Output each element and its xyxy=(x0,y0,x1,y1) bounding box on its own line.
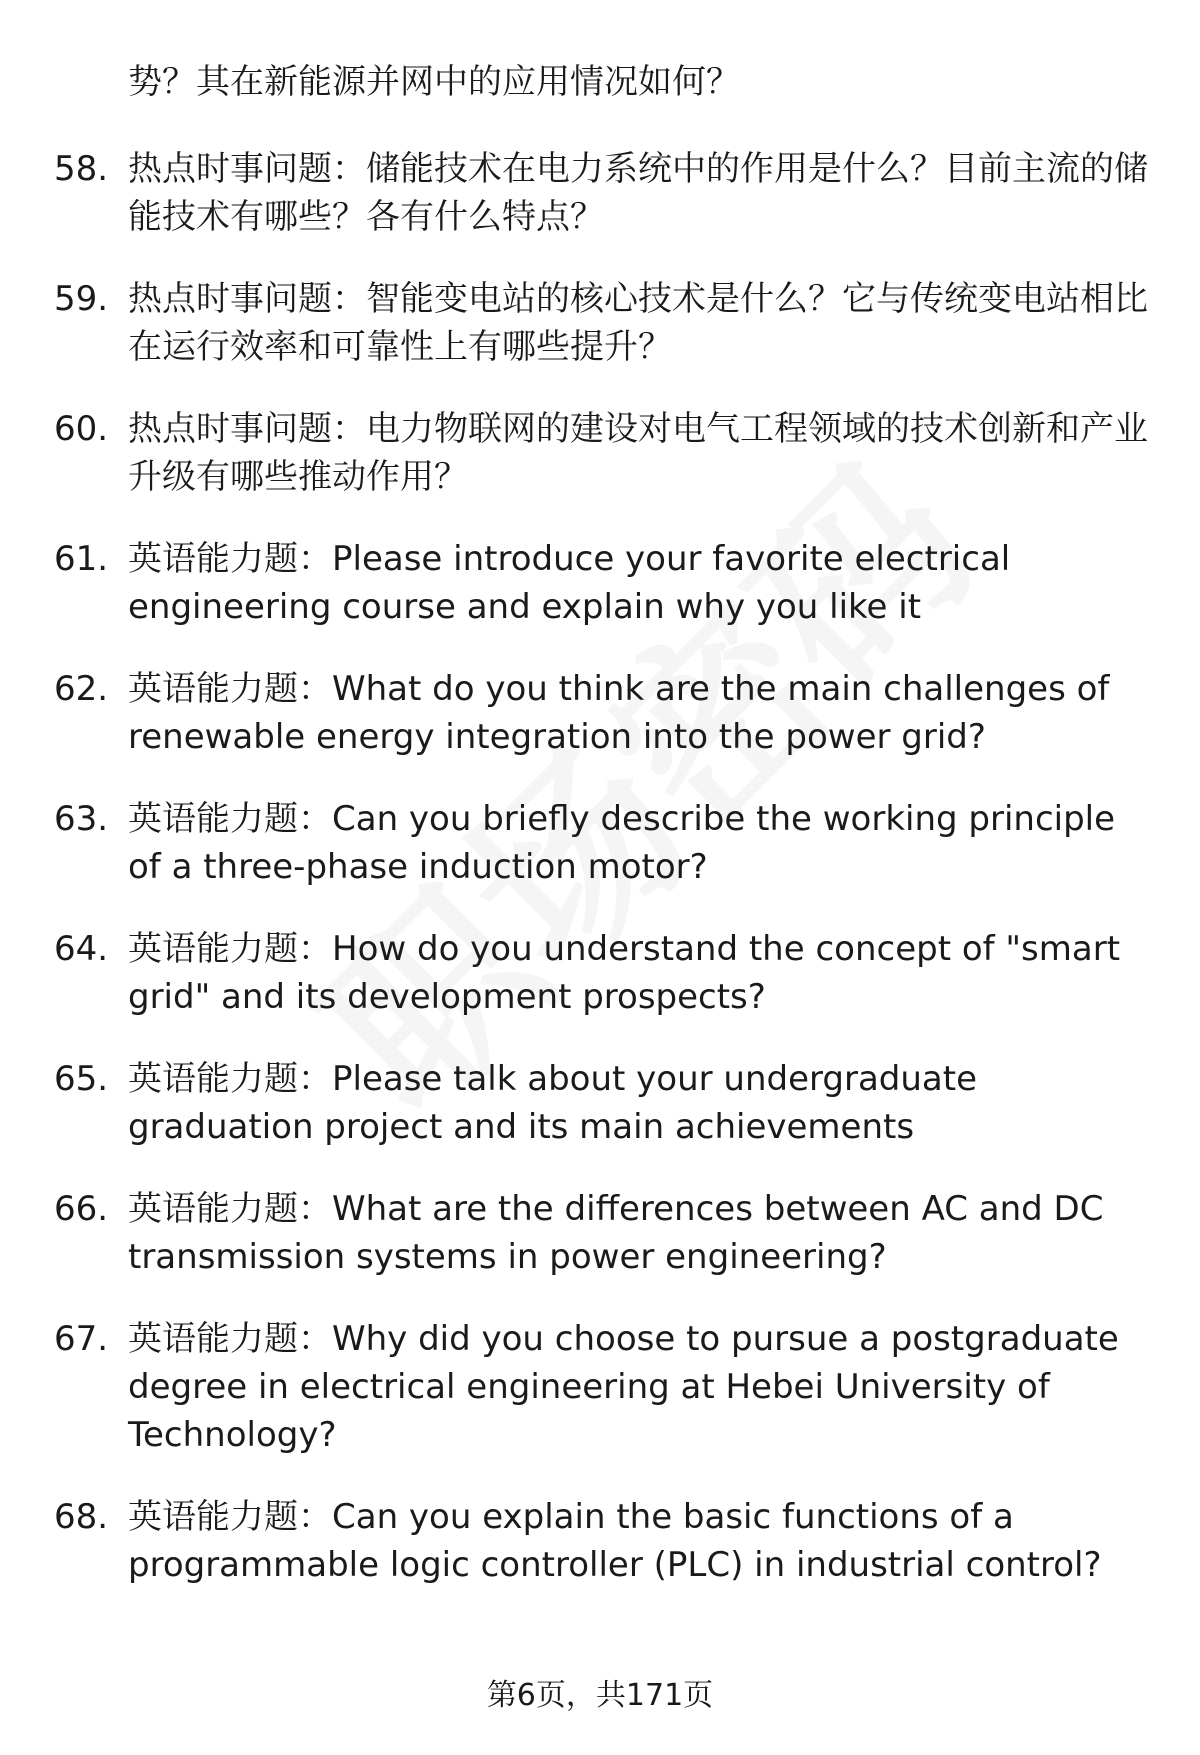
question-item xyxy=(0,1055,1200,1151)
question-text: 热点时事问题：智能变电站的核心技术是什么？它与传统变电站相比在运行效率和可靠性上有哪些提升？ xyxy=(128,279,1148,367)
question-number: 65. xyxy=(54,1059,109,1099)
question-text: 英语能力题：What do you think are the main challenges of renewable energy integration into the power grid? xyxy=(128,669,1110,757)
question-item xyxy=(0,275,1200,371)
question-item xyxy=(0,145,1200,241)
question-number: 61. xyxy=(54,539,109,579)
question-number: 67. xyxy=(54,1319,109,1359)
question-item xyxy=(0,535,1200,631)
question-text: 英语能力题：Can you explain the basic functions of a programmable logic controller (PLC) in industrial control? xyxy=(128,1497,1102,1585)
question-item xyxy=(0,925,1200,1021)
question-number: 59. xyxy=(54,279,109,319)
page-footer: 第6页，共171页 xyxy=(486,1678,714,1713)
question-number: 62. xyxy=(54,669,109,709)
question-text: 热点时事问题：电力物联网的建设对电气工程领域的技术创新和产业升级有哪些推动作用？ xyxy=(128,409,1148,497)
question-continuation: 势？其在新能源并网中的应用情况如何？ xyxy=(128,62,740,102)
question-number: 58. xyxy=(54,149,109,189)
question-text: 英语能力题：What are the differences between AC and DC transmission systems in power engineering? xyxy=(128,1189,1104,1277)
question-number: 63. xyxy=(54,799,109,839)
question-item xyxy=(0,665,1200,761)
question-item xyxy=(0,1493,1200,1589)
question-text: 英语能力题：How do you understand the concept of "smart grid" and its development prospects? xyxy=(128,929,1121,1017)
question-item xyxy=(0,1185,1200,1281)
question-list xyxy=(0,145,1200,1623)
question-number: 60. xyxy=(54,409,109,449)
question-number: 64. xyxy=(54,929,109,969)
question-item xyxy=(0,795,1200,891)
question-item xyxy=(0,405,1200,501)
question-text: 英语能力题：Can you briefly describe the working principle of a three-phase induction motor? xyxy=(128,799,1116,887)
question-text: 英语能力题：Please introduce your favorite electrical engineering course and explain why you like it xyxy=(128,539,1011,627)
question-number: 66. xyxy=(54,1189,109,1229)
question-text: 英语能力题：Why did you choose to pursue a postgraduate degree in electrical engineering at Hebei University of Technology? xyxy=(128,1319,1119,1455)
question-item xyxy=(0,1315,1200,1459)
question-number: 68. xyxy=(54,1497,109,1537)
question-text: 英语能力题：Please talk about your undergraduate graduation project and its main achievements xyxy=(128,1059,978,1147)
question-text: 热点时事问题：储能技术在电力系统中的作用是什么？目前主流的储能技术有哪些？各有什么特点？ xyxy=(128,149,1148,237)
